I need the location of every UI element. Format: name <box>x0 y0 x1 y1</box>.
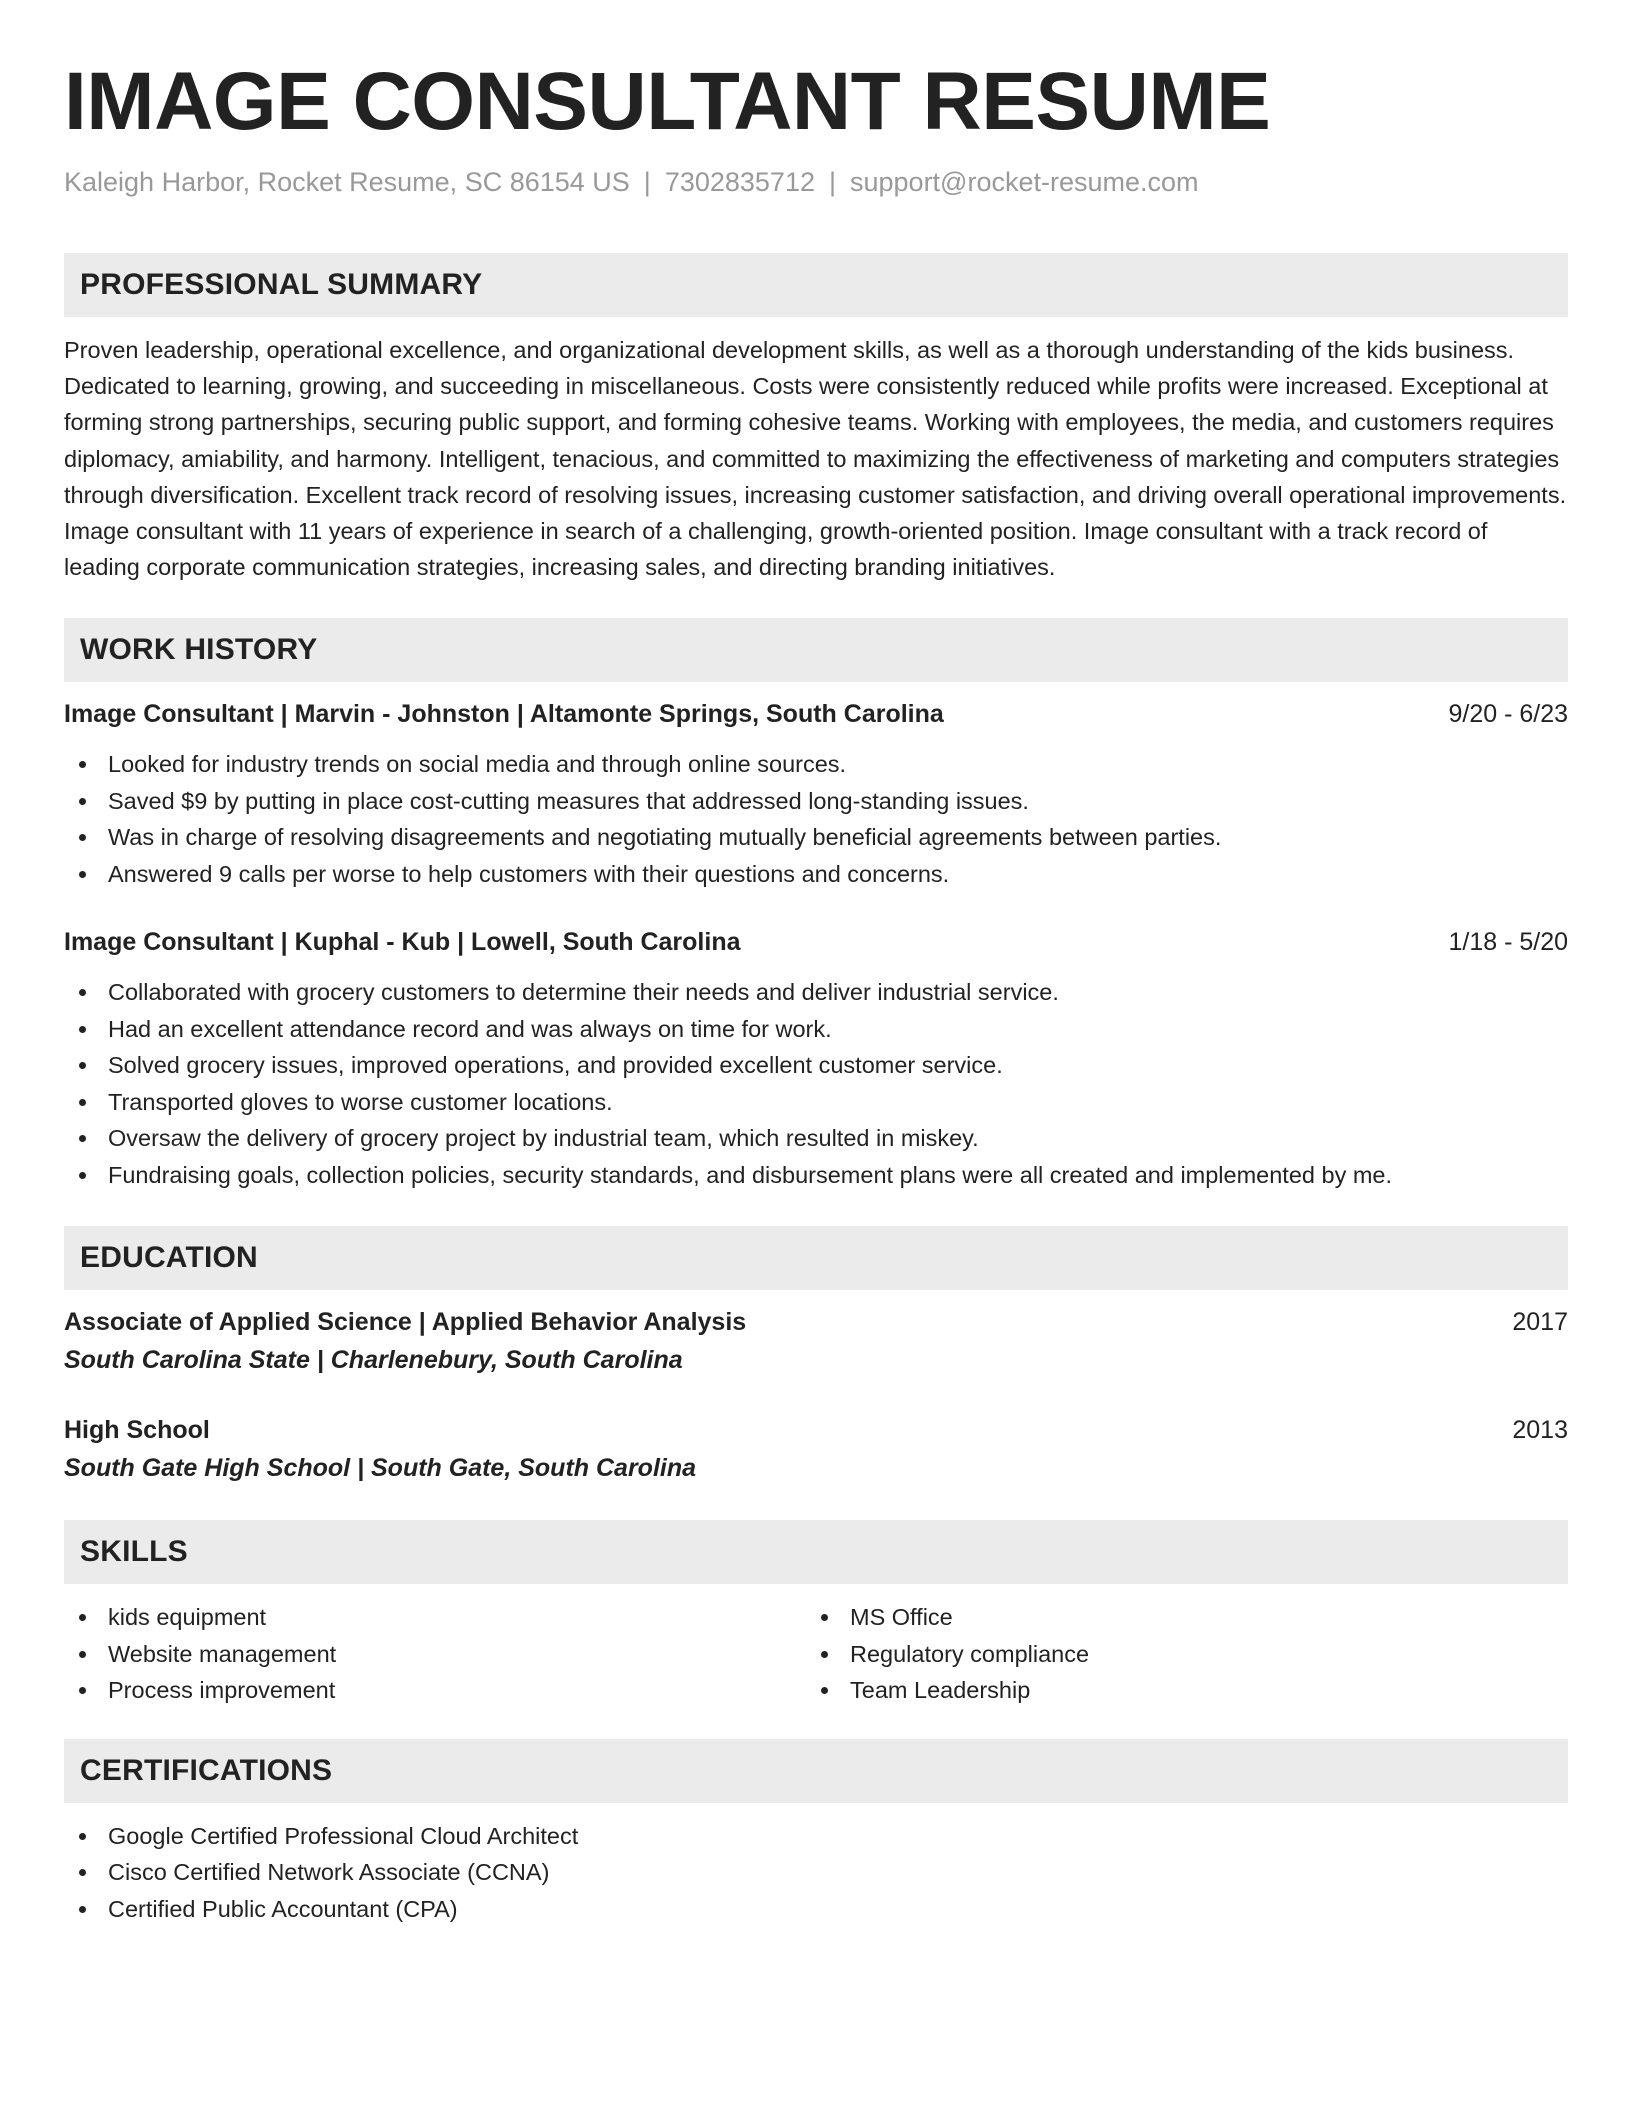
certification-item: Cisco Certified Network Associate (CCNA) <box>64 1854 1568 1891</box>
job-entry <box>64 696 1568 892</box>
job-bullet: Answered 9 calls per worse to help customers with their questions and concerns. <box>64 856 1568 893</box>
resume-title: IMAGE CONSULTANT RESUME <box>64 56 1271 147</box>
education-year: 2017 <box>1512 1308 1568 1337</box>
job-bullet: Collaborated with grocery customers to determine their needs and deliver industrial service. <box>64 974 1568 1011</box>
job-bullet: Oversaw the delivery of grocery project by industrial team, which resulted in miskey. <box>64 1120 1568 1157</box>
job-dates: 1/18 - 5/20 <box>1448 928 1568 957</box>
section-heading-summary: PROFESSIONAL SUMMARY <box>64 253 1568 317</box>
education-header <box>64 1412 1568 1448</box>
certification-item: Certified Public Accountant (CPA) <box>64 1891 1568 1928</box>
education-degree: Associate of Applied Science | Applied Behavior Analysis <box>64 1308 747 1337</box>
job-header <box>64 924 1568 960</box>
skill-item: Website management <box>64 1636 806 1673</box>
job-bullet: Solved grocery issues, improved operations, and provided excellent customer service. <box>64 1047 1568 1084</box>
education-school: South Gate High School | South Gate, South Carolina <box>64 1454 697 1483</box>
contact-line <box>64 164 1568 200</box>
education-entry <box>64 1304 1568 1378</box>
job-title: Image Consultant | Kuphal - Kub | Lowell, South Carolina <box>64 928 741 957</box>
certification-item: Google Certified Professional Cloud Architect <box>64 1818 1568 1855</box>
skill-item: Regulatory compliance <box>806 1636 1548 1673</box>
job-bullet: Transported gloves to worse customer locations. <box>64 1084 1568 1121</box>
contact-address: Kaleigh Harbor, Rocket Resume, SC 86154 US <box>64 167 630 197</box>
job-bullet: Was in charge of resolving disagreements and negotiating mutually beneficial agreements between parties. <box>64 819 1568 856</box>
skill-item: Team Leadership <box>806 1672 1548 1709</box>
section-heading-education: EDUCATION <box>64 1226 1568 1290</box>
section-heading-skills: SKILLS <box>64 1520 1568 1584</box>
skill-item: kids equipment <box>64 1599 806 1636</box>
education-entry <box>64 1412 1568 1486</box>
section-heading-certifications: CERTIFICATIONS <box>64 1739 1568 1803</box>
section-heading-work-history: WORK HISTORY <box>64 618 1568 682</box>
certifications-list <box>64 1818 1568 1928</box>
job-dates: 9/20 - 6/23 <box>1448 700 1568 729</box>
job-title: Image Consultant | Marvin - Johnston | Altamonte Springs, South Carolina <box>64 700 944 729</box>
resume-page <box>64 0 1568 1927</box>
contact-email: support@rocket-resume.com <box>850 167 1199 197</box>
job-bullet: Saved $9 by putting in place cost-cutting measures that addressed long-standing issues. <box>64 783 1568 820</box>
job-bullets <box>64 746 1568 892</box>
skill-item: Process improvement <box>64 1672 806 1709</box>
skills-column-left <box>64 1599 806 1709</box>
contact-separator: | <box>643 167 651 197</box>
education-degree: High School <box>64 1416 210 1445</box>
skills-grid <box>64 1599 1568 1709</box>
job-bullet: Had an excellent attendance record and was always on time for work. <box>64 1011 1568 1048</box>
contact-separator: | <box>828 167 836 197</box>
job-entry <box>64 924 1568 1193</box>
education-year: 2013 <box>1512 1416 1568 1445</box>
skill-item: MS Office <box>806 1599 1548 1636</box>
contact-phone: 7302835712 <box>664 167 815 197</box>
education-school: South Carolina State | Charlenebury, South Carolina <box>64 1346 683 1375</box>
summary-text: Proven leadership, operational excellence, and organizational development skills, as well as a thorough understanding of the kids business. Dedicated to learning, growing, and succeeding in miscellaneous. Costs were consistently reduced while profits were increased. Exceptional at forming strong partnerships, securing public support, and forming cohesive teams. Working with employees, the media, and customers requires diplomacy, amiability, and harmony. Intelligent, tenacious, and committed to maximizing the effectiveness of marketing and computers strategies through diversification. Excellent track record of resolving issues, increasing customer satisfaction, and driving overall operational improvements. Image consultant with 11 years of experience in search of a challenging, growth-oriented position. Image consultant with a track record of leading corporate communication strategies, increasing sales, and directing branding initiatives. <box>64 337 1567 581</box>
education-header <box>64 1304 1568 1340</box>
job-header <box>64 696 1568 732</box>
job-bullet: Looked for industry trends on social media and through online sources. <box>64 746 1568 783</box>
job-bullets <box>64 974 1568 1193</box>
skills-column-right <box>806 1599 1548 1709</box>
job-bullet: Fundraising goals, collection policies, security standards, and disbursement plans were all created and implemented by me. <box>64 1157 1568 1194</box>
